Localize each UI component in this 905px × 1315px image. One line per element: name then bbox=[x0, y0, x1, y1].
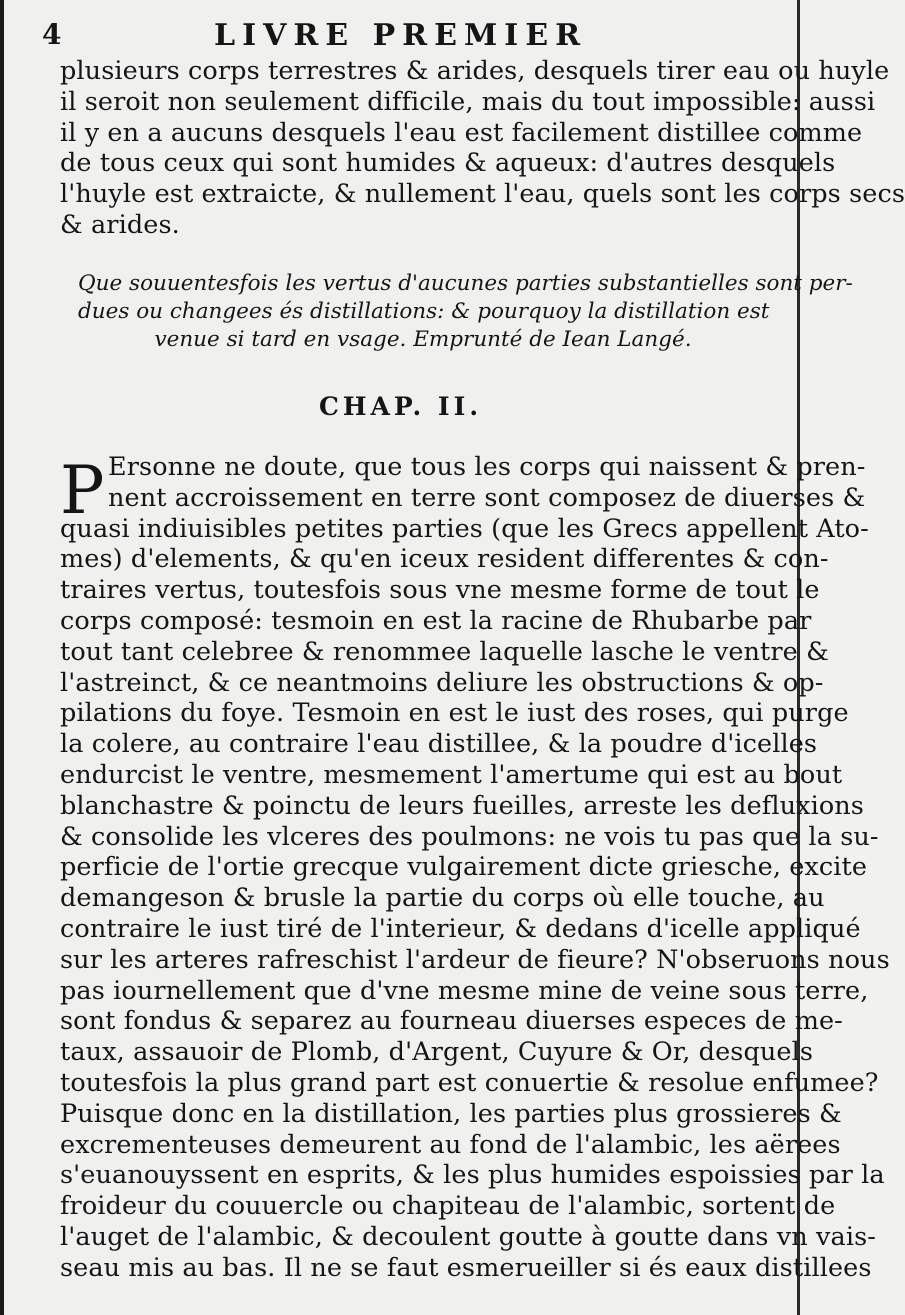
intro-paragraph bbox=[60, 56, 905, 241]
text-line: la colere, au contraire l'eau distillee, & la poudre d'icelles bbox=[60, 729, 818, 760]
text-line: l'auget de l'alambic, & decoulent goutte à goutte dans vn vais- bbox=[60, 1221, 876, 1252]
text-line: l'astreinct, & ce neantmoins deliure les obstructions & op- bbox=[60, 667, 824, 698]
text-line: endurcist le ventre, mesmement l'amertume qui est au bout bbox=[60, 759, 843, 790]
section-title bbox=[78, 270, 853, 354]
text-line: froideur du couuercle ou chapiteau de l'alambic, sortent de bbox=[60, 1191, 836, 1222]
text-line: mes) d'elements, & qu'en iceux resident differentes & con- bbox=[60, 544, 829, 575]
running-head: LIVRE PREMIER bbox=[213, 18, 588, 53]
text-line: Puisque donc en la distillation, les parties plus grossieres & bbox=[60, 1098, 842, 1129]
text-line: taux, assauoir de Plomb, d'Argent, Cuyure & Or, desquels bbox=[60, 1037, 814, 1068]
page-number: 4 bbox=[42, 18, 62, 51]
text-line: sont fondus & separez au fourneau diuerses especes de me- bbox=[60, 1006, 843, 1037]
text-line: seau mis au bas. Il ne se faut esmerueiller si és eaux distillees bbox=[60, 1252, 872, 1283]
text-line: & consolide les vlceres des poulmons: ne vois tu pas que la su- bbox=[60, 821, 879, 852]
text-line: tout tant celebree & renommee laquelle lasche le ventre & bbox=[60, 636, 829, 667]
text-line: pilations du foye. Tesmoin en est le iust des roses, qui purge bbox=[60, 698, 849, 729]
text-line: toutesfois la plus grand part est conuertie & resolue enfumee? bbox=[60, 1067, 879, 1098]
chapter-heading: CHAP. II. bbox=[318, 392, 483, 421]
text-line: blanchastre & poinctu de leurs fueilles, arreste les defluxions bbox=[60, 790, 864, 821]
drop-cap: P bbox=[60, 452, 105, 529]
text-line: traires vertus, toutesfois sous vne mesme forme de tout le bbox=[60, 575, 820, 606]
text-line: demangeson & brusle la partie du corps où elle touche, au bbox=[60, 883, 825, 914]
text-line: quasi indiuisibles petites parties (que les Grecs appellent Ato- bbox=[60, 513, 869, 544]
text-line: Ersonne ne doute, que tous les corps qui naissent & pren- bbox=[108, 452, 866, 482]
text-line: & arides. bbox=[60, 209, 180, 240]
text-line: de tous ceux qui sont humides & aqueux: d'autres desquels bbox=[60, 148, 836, 179]
text-line: nent accroissement en terre sont composez de diuerses & bbox=[108, 482, 866, 513]
section-title-line: dues ou changees és distillations: & pourquoy la distillation est bbox=[78, 299, 770, 324]
text-line: il y en a aucuns desquels l'eau est facilement distillee comme bbox=[60, 117, 863, 148]
body-paragraph bbox=[60, 452, 890, 1284]
text-line: l'huyle est extraicte, & nullement l'eau, quels sont les corps secs bbox=[60, 179, 905, 210]
section-title-line: Que souuentesfois les vertus d'aucunes parties substantielles sont per- bbox=[78, 271, 853, 296]
text-line: s'euanouyssent en esprits, & les plus humides espoissies par la bbox=[60, 1160, 885, 1191]
page-header bbox=[4, 14, 797, 53]
text-line: sur les arteres rafreschist l'ardeur de fieure? N'obseruons nous bbox=[60, 944, 890, 975]
text-line: corps composé: tesmoin en est la racine de Rhubarbe par bbox=[60, 605, 812, 636]
text-line: contraire le iust tiré de l'interieur, & dedans d'icelle appliqué bbox=[60, 913, 861, 944]
section-title-line: venue si tard en vsage. Emprunté de Iean Langé. bbox=[154, 327, 692, 352]
text-line: il seroit non seulement difficile, mais du tout impossible: aussi bbox=[60, 86, 876, 117]
text-line: excrementeuses demeurent au fond de l'alambic, les aërees bbox=[60, 1129, 841, 1160]
text-line: pas iournellement que d'vne mesme mine de veine sous terre, bbox=[60, 975, 869, 1006]
text-line: perficie de l'ortie grecque vulgairement dicte griesche, excite bbox=[60, 852, 868, 883]
text-line: plusieurs corps terrestres & arides, desquels tirer eau ou huyle bbox=[60, 56, 890, 86]
